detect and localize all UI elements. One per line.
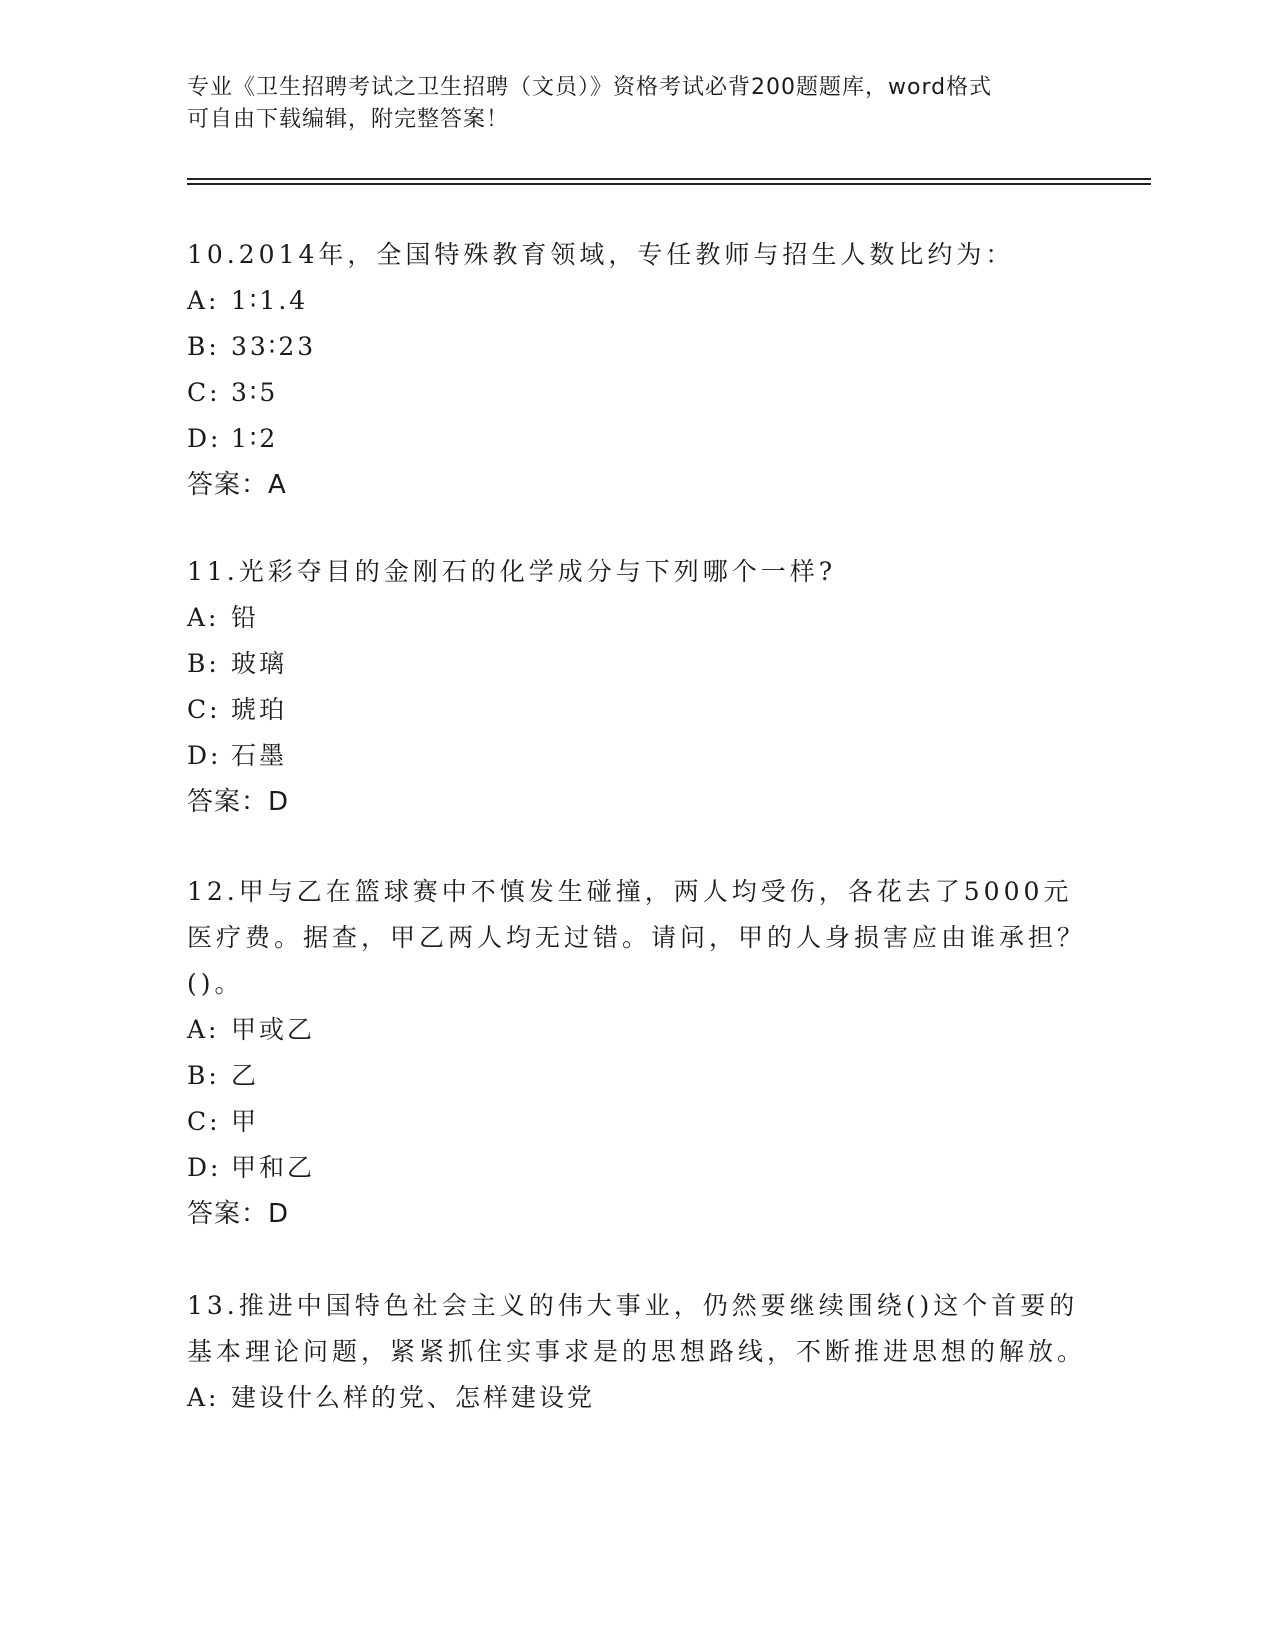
question-13 [187,1283,1087,1421]
option-text: 甲 [231,1107,260,1136]
option-a [187,1375,1087,1421]
option-text: 乙 [231,1061,260,1090]
question-stem: 13.推进中国特色社会主义的伟大事业，仍然要继续围绕()这个首要的基本理论问题，紧紧抓住实事求是的思想路线，不断推进思想的解放。 [187,1291,1087,1366]
question-stem: 11.光彩夺目的金刚石的化学成分与下列哪个一样? [187,557,837,586]
option-key: B: [187,649,220,678]
answer-line: 答案：A [187,470,287,500]
question-10 [187,232,1087,508]
option-a [187,595,1087,641]
document-header [187,72,1067,136]
question-stem: 10.2014年，全国特殊教育领域，专任教师与招生人数比约为： [187,240,1015,269]
question-11 [187,549,1087,825]
header-divider-bottom [187,183,1151,185]
option-c [187,1099,1087,1145]
option-key: B: [187,332,220,361]
option-key: D: [187,1153,222,1182]
option-a [187,1007,1087,1053]
option-d [187,1145,1087,1191]
option-key: D: [187,424,222,453]
option-text: 石墨 [231,741,288,770]
answer-line: 答案：D [187,1199,290,1229]
option-key: A: [187,286,220,315]
option-text: 3∶5 [231,378,279,407]
option-a [187,278,1087,324]
question-stem: 12.甲与乙在篮球赛中不慎发生碰撞，两人均受伤，各花去了5000元医疗费。据查，甲乙两人均无过错。请问，甲的人身损害应由谁承担？()。 [187,877,1087,998]
option-b [187,641,1087,687]
option-text: 33∶23 [231,332,317,361]
option-key: C: [187,378,221,407]
option-key: C: [187,695,221,724]
option-key: D: [187,741,222,770]
option-text: 甲或乙 [231,1015,316,1044]
option-text: 1∶1.4 [231,286,309,315]
option-text: 琥珀 [231,695,288,724]
option-text: 铅 [231,603,260,632]
header-line-2: 可自由下载编辑，附完整答案！ [187,107,510,132]
option-c [187,687,1087,733]
header-divider-top [187,178,1151,180]
option-key: A: [187,1015,220,1044]
option-key: C: [187,1107,221,1136]
option-key: B: [187,1061,220,1090]
option-key: A: [187,1383,220,1412]
option-text: 建设什么样的党、怎样建设党 [231,1383,596,1412]
option-text: 1∶2 [231,424,279,453]
option-d [187,733,1087,779]
option-text: 甲和乙 [231,1153,316,1182]
question-12 [187,869,1087,1237]
option-b [187,1053,1087,1099]
option-text: 玻璃 [231,649,288,678]
option-d [187,416,1087,462]
option-key: A: [187,603,220,632]
option-b [187,324,1087,370]
option-c [187,370,1087,416]
header-line-1: 专业《卫生招聘考试之卫生招聘（文员）》资格考试必背200题题库，word格式 [187,75,993,100]
answer-line: 答案：D [187,787,290,817]
